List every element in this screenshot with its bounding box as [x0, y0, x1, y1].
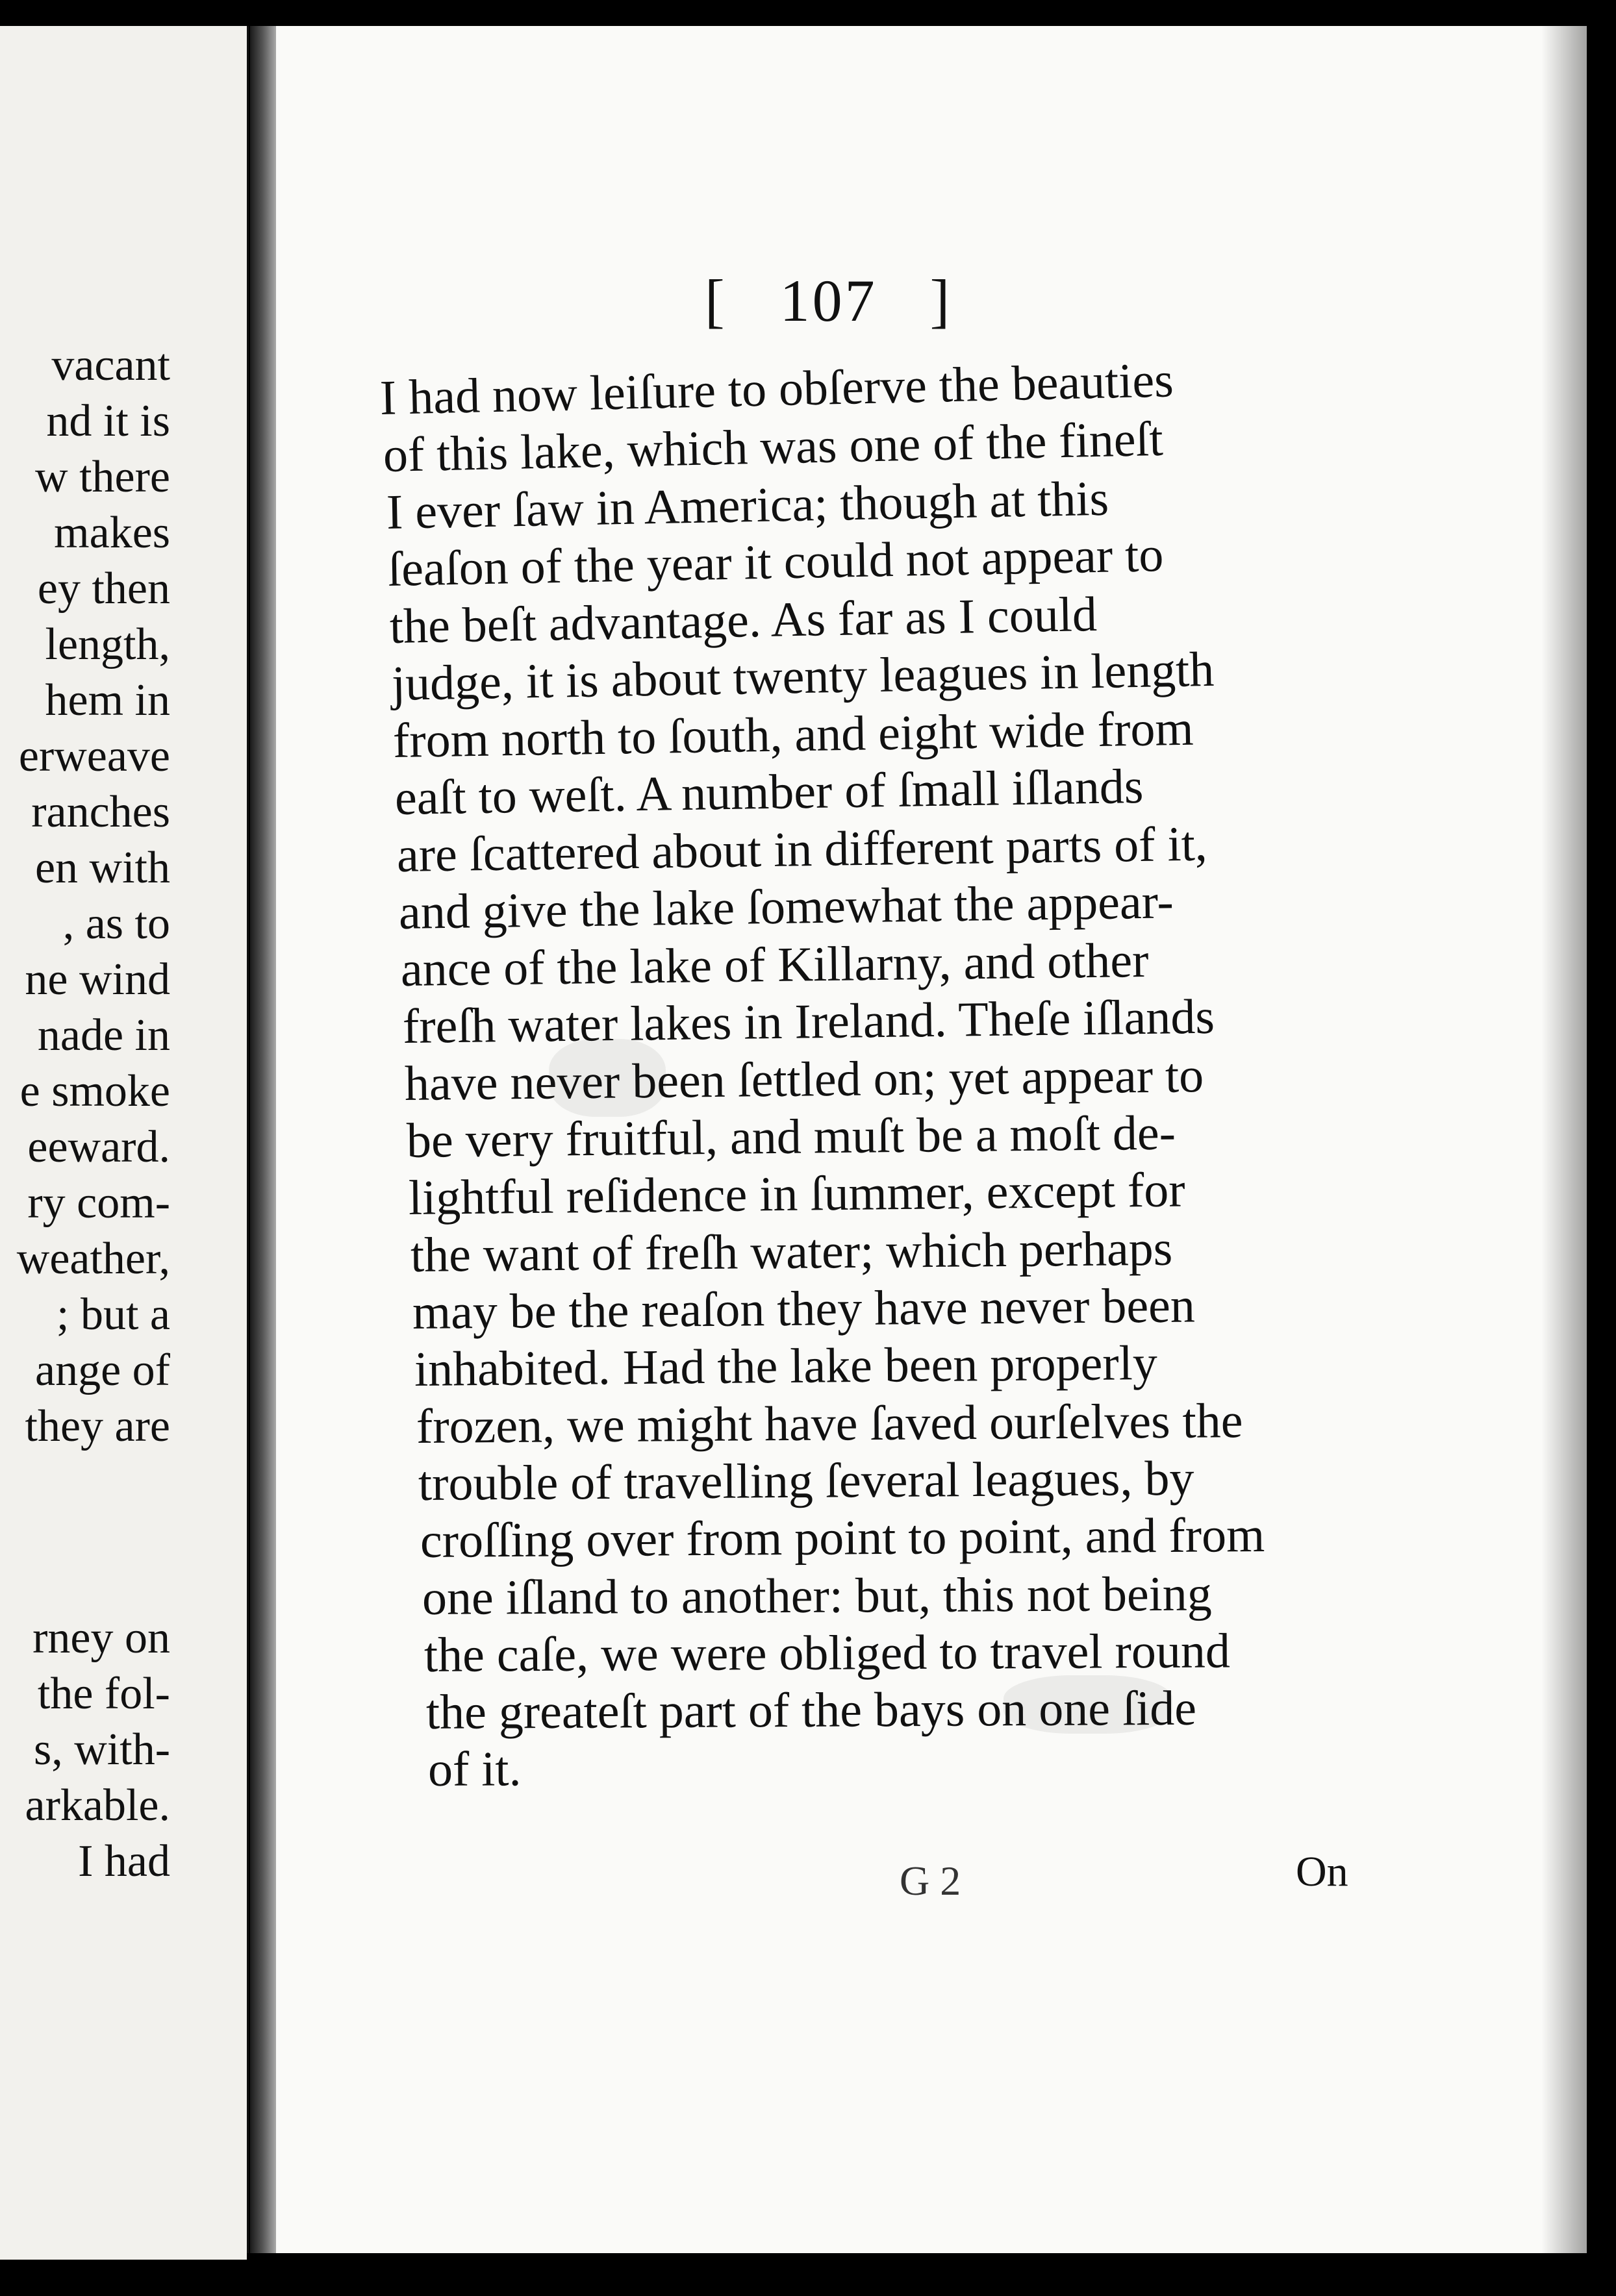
- left-page-line: ; but a: [57, 1290, 170, 1340]
- page-header: [705, 266, 952, 335]
- left-page-line: length,: [45, 619, 170, 669]
- left-page-line: w there: [35, 452, 170, 502]
- body-line: ance of the lake of Killarny, and other: [400, 932, 1149, 997]
- body-line: one iſland to another: but, this not being: [422, 1566, 1213, 1625]
- left-page-line: , as to: [62, 899, 170, 949]
- body-line: judge, it is about twenty leagues in length: [391, 642, 1215, 711]
- left-page-line: ne wind: [25, 955, 170, 1004]
- close-bracket: ]: [929, 268, 953, 334]
- catchword: On: [1296, 1848, 1348, 1895]
- body-line: are ſcattered about in different parts of it,: [396, 816, 1208, 882]
- body-line: from north to ſouth, and eight wide from: [392, 701, 1194, 768]
- signature-mark: G 2: [900, 1858, 961, 1904]
- bottom-scan-edge: [247, 2253, 1616, 2296]
- left-page-line: s, with-: [34, 1725, 170, 1775]
- body-line: the want of freſh water; which perhaps: [410, 1221, 1173, 1282]
- left-page-line: ey then: [37, 564, 170, 614]
- left-page-line: hem in: [45, 675, 170, 725]
- body-line: croſſing over from point to point, and from: [420, 1507, 1265, 1568]
- left-page-line: vacant: [51, 340, 170, 390]
- body-line: lightful reſidence in ſummer, except for: [408, 1162, 1186, 1225]
- left-page-line: ry com-: [27, 1178, 170, 1228]
- body-line: of this lake, which was one of the fineſt: [383, 411, 1164, 482]
- body-line: eaſt to weſt. A number of ſmall iſlands: [394, 758, 1144, 825]
- left-page-line: erweave: [18, 731, 170, 781]
- body-line: I ever ſaw in America; though at this: [386, 471, 1109, 540]
- body-line: inhabited. Had the lake been properly: [414, 1336, 1158, 1397]
- left-facing-page: [0, 26, 249, 2260]
- left-page-line: e smoke: [19, 1066, 170, 1116]
- left-page-line: the fol-: [37, 1669, 170, 1719]
- left-page-line: ranches: [31, 787, 170, 837]
- left-page-line: eeward.: [27, 1122, 170, 1172]
- left-page-line: makes: [54, 508, 170, 558]
- left-page-line: rney on: [32, 1613, 170, 1663]
- left-page-line: nd it is: [46, 396, 170, 446]
- main-page: [276, 26, 1587, 2279]
- left-page-line: they are: [25, 1401, 170, 1451]
- body-line: ſeaſon of the year it could not appear to: [387, 527, 1165, 597]
- left-page-line: nade in: [37, 1010, 170, 1060]
- body-line: the beſt advantage. As far as I could: [389, 587, 1098, 654]
- body-line: be very fruitful, and muſt be a moſt de-: [406, 1105, 1176, 1168]
- body-line: and give the lake ſomewhat the appear-: [398, 874, 1174, 940]
- body-line: of it.: [427, 1741, 522, 1797]
- body-line: the caſe, we were obliged to travel round: [423, 1623, 1231, 1682]
- page-number: 107: [779, 268, 877, 334]
- left-page-line: en with: [34, 843, 170, 893]
- left-page-line: ange of: [35, 1345, 170, 1395]
- body-line: the greateſt part of the bays on one ſide: [425, 1680, 1197, 1740]
- left-page-line: I had: [78, 1836, 170, 1886]
- body-line: trouble of travelling ſeveral leagues, by: [418, 1451, 1194, 1511]
- open-bracket: [: [705, 268, 727, 334]
- body-line: frozen, we might have ſaved ourſelves the: [416, 1393, 1243, 1454]
- body-line: may be the reaſon they have never been: [412, 1278, 1196, 1340]
- body-line: have never been ſettled on; yet appear to: [404, 1048, 1204, 1111]
- body-line: I had now leiſure to obſerve the beauties: [379, 353, 1174, 425]
- left-page-line: arkable.: [25, 1780, 170, 1830]
- left-page-line: weather,: [16, 1234, 170, 1284]
- body-line: freſh water lakes in Ireland. Theſe iſlands: [402, 989, 1215, 1054]
